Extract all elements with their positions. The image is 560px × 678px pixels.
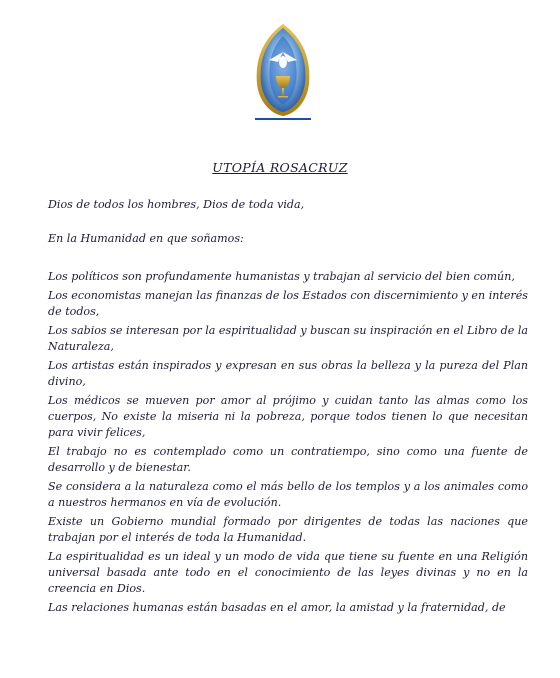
document-title: UTOPÍA ROSACRUZ [212, 160, 348, 175]
greeting-line: Dios de todos los hombres, Dios de toda vida, [48, 198, 305, 211]
intro-line: En la Humanidad en que soñamos: [48, 232, 244, 245]
paragraph: Los sabios se interesan por la espiritualidad y buscan su inspiración en el Libro de la Naturaleza, [48, 324, 528, 353]
paragraph: El trabajo no es contemplado como un contratiempo, sino como una fuente de desarrollo y de bienestar. [48, 445, 528, 474]
paragraph: Los artistas están inspirados y expresan en sus obras la belleza y la pureza del Plan divino, [48, 359, 528, 388]
document-body [48, 197, 528, 619]
paragraph: Existe un Gobierno mundial formado por dirigentes de todas las naciones que trabajan por el interés de toda la Humanidad. [48, 515, 528, 544]
paragraph: Las relaciones humanas están basadas en el amor, la amistad y la fraternidad, de [48, 601, 506, 614]
rosicrucian-emblem-icon [251, 22, 315, 120]
paragraph: Los economistas manejan las finanzas de los Estados con discernimiento y en interés de todos, [48, 289, 528, 318]
paragraph: Se considera a la naturaleza como el más bello de los templos y a los animales como a nuestros hermanos en vía de evolución. [48, 480, 528, 509]
paragraph: Los médicos se mueven por amor al prójimo y cuidan tanto las almas como los cuerpos, No existe la miseria ni la pobreza, porque todos tienen lo que necesitan para vivir felices, [48, 394, 528, 439]
paragraph: La espiritualidad es un ideal y un modo de vida que tiene su fuente en una Religión universal basada ante todo en el conocimiento de las leyes divinas y no en la creencia en Dios. [48, 550, 528, 595]
paragraph: Los políticos son profundamente humanistas y trabajan al servicio del bien común, [48, 270, 515, 283]
